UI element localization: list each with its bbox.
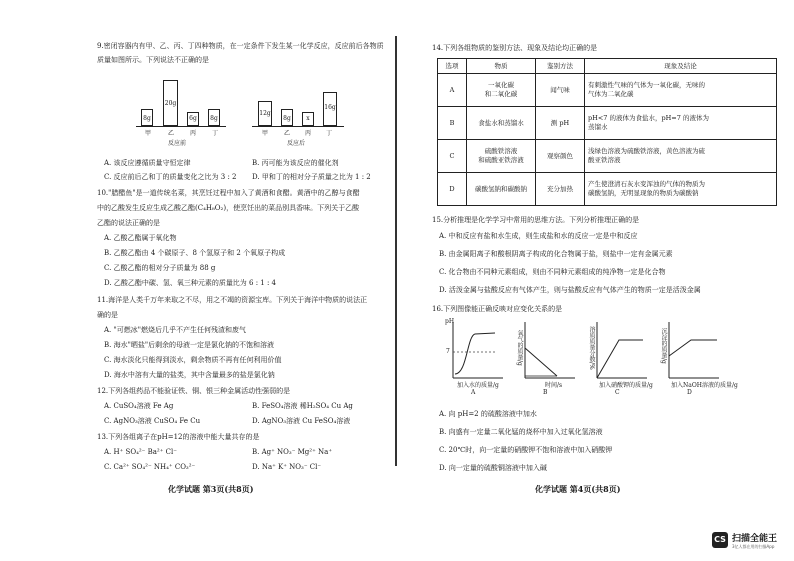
- table-cell: 碳酸氢钠和碳酸钠: [467, 173, 536, 206]
- caption-after: 反应后: [287, 140, 306, 147]
- q15-option-b: B. 由金属阳离子和酸根阴离子构成的化合物属于盐，则盐中一定有金属元素: [439, 250, 673, 258]
- q12-option-b: B. FeSO₄溶液 稀H₂SO₄ Cu Ag: [252, 402, 353, 410]
- table-header: 鉴别方法: [536, 59, 585, 74]
- q10-stem-line3: 乙酯的说法正确的是: [97, 219, 160, 227]
- q16-option-b: B. 向盛有一定量二氧化锰的烧杯中加入过氧化氢溶液: [439, 428, 603, 436]
- table-row: [438, 173, 777, 206]
- table-header: 选项: [438, 59, 467, 74]
- q9-option-d: D. 甲和丁的相对分子质量之比为 1 : 2: [252, 173, 371, 181]
- table-cell: 浅绿色溶液为硫酸铁溶液，黄色溶液为硫 酸亚铁溶液: [585, 140, 777, 173]
- q13-option-c: C. Ca²⁺ SO₄²⁻ NH₄⁺ CO₃²⁻: [104, 463, 196, 471]
- q12-option-d: D. AgNO₃溶液 Cu FeSO₄溶液: [252, 417, 351, 425]
- table-cell: 一氧化碳 和二氧化碳: [467, 74, 536, 107]
- graph-b-xlabel: 时间/s: [545, 382, 563, 389]
- table-cell: B: [438, 107, 467, 140]
- q10-option-c: C. 乙酸乙酯的相对分子质量为 88 g: [104, 264, 216, 272]
- graph-d-ylabel: 沉淀的质量/g: [660, 328, 667, 364]
- q16-graph-a: [445, 318, 505, 396]
- label-yi: 乙: [168, 130, 175, 137]
- graph-a-ylabel: pH: [445, 318, 455, 325]
- bar-after-yi: 8g: [281, 109, 293, 126]
- bar-after-ding: 16g: [323, 92, 337, 126]
- graph-c-letter: C: [615, 389, 620, 396]
- q10-option-b: B. 乙酸乙酯由 4 个碳原子、8 个氢原子和 2 个氧原子构成: [104, 249, 286, 257]
- caption-before: 反应前: [168, 140, 187, 147]
- table-row: [438, 140, 777, 173]
- q15-option-d: D. 活泼金属与盐酸反应有气体产生，则与盐酸反应有气体产生的物质一定是活泼金属: [439, 286, 701, 294]
- q15-option-a: A. 中和反应有盐和水生成，则生成盐和水的反应一定是中和反应: [439, 232, 638, 240]
- q10-option-d: D. 乙酸乙酯中碳、氢、氧三种元素的质量比为 6 : 1 : 4: [104, 279, 277, 287]
- q13-stem: 13.下列各组离子在pH=12的溶液中能大量共存的是: [97, 433, 260, 441]
- q9-option-b: B. 丙可能为该反应的催化剂: [252, 159, 339, 167]
- q16-option-c: C. 20℃时，向一定量的硝酸钾不饱和溶液中加入硝酸钾: [439, 446, 613, 454]
- bar-before-ding: 8g: [208, 109, 220, 126]
- q11-stem-line1: 11.海洋是人类千万年来取之不尽，用之不竭的资源宝库。下列关于海洋中物质的说法正: [97, 296, 368, 304]
- label-after-yi: 乙: [284, 130, 291, 137]
- q12-option-c: C. AgNO₃溶液 CuSO₄ Fe Cu: [104, 417, 201, 425]
- graph-c-ylabel: 溶质质量分数/%: [588, 326, 595, 370]
- q13-option-a: A. H⁺ SO₄²⁻ Ba²⁺ Cl⁻: [104, 448, 177, 456]
- right-footer: 化学试题 第4页(共8页): [535, 484, 621, 494]
- bar-before-yi: 20g: [163, 80, 178, 126]
- table-cell: A: [438, 74, 467, 107]
- bar-after-bing: x: [302, 112, 314, 126]
- q16-option-a: A. 向 pH=2 的硫酸溶液中加水: [439, 410, 537, 418]
- label-after-ding: 丁: [326, 130, 333, 137]
- label-ding: 丁: [212, 130, 219, 137]
- bar-before-jia: 8g: [141, 109, 153, 126]
- left-footer: 化学试题 第3页(共8页): [168, 484, 254, 494]
- q11-option-a: A. "可燃冰"燃烧后几乎不产生任何残渣和废气: [104, 326, 246, 334]
- table-header: 现象及结论: [585, 59, 777, 74]
- q16-stem: 16.下列图像能正确反映对应变化关系的是: [432, 305, 563, 313]
- q10-option-a: A. 乙酸乙酯属于氧化物: [104, 234, 177, 242]
- q9-stem-line2: 质量如图所示。下列说法不正确的是: [97, 56, 209, 64]
- baseline-before: [136, 126, 226, 127]
- graph-a-tick: 7: [446, 348, 450, 355]
- table-cell: 测 pH: [536, 107, 585, 140]
- graph-d-letter: D: [687, 389, 692, 396]
- q9-option-a: A. 该反应遵循质量守恒定律: [104, 159, 191, 167]
- label-after-bing: 丙: [305, 130, 312, 137]
- table-row: [438, 107, 777, 140]
- q15-option-c: C. 化合物由不同种元素组成，则由不同种元素组成的纯净物一定是化合物: [439, 268, 666, 276]
- table-cell: pH<7 的液体为食盐水，pH=7 的液体为 蒸馏水: [585, 107, 777, 140]
- q13-option-d: D. Na⁺ K⁺ NO₃⁻ Cl⁻: [252, 463, 322, 471]
- q14-stem: 14.下列各组物质的鉴别方法、现象及结论均正确的是: [432, 44, 598, 52]
- table-header: 物质: [467, 59, 536, 74]
- graph-c-xlabel: 加入硝酸钾的质量/g: [599, 382, 653, 389]
- table-cell: 硫酸铁溶液 和硫酸亚铁溶液: [467, 140, 536, 173]
- table-cell: D: [438, 173, 467, 206]
- q12-stem: 12.下列各组药品不能验证铁、铜、银三种金属活动性强弱的是: [97, 387, 291, 395]
- graph-d-xlabel: 加入NaOH溶液的质量/g: [671, 382, 738, 389]
- table-header-row: [438, 59, 777, 74]
- graph-b-letter: B: [543, 389, 548, 396]
- q11-stem-line2: 确的是: [97, 311, 118, 319]
- q10-stem-line2: 中的乙酸发生反应生成乙酸乙酯(C₄H₈O₂)，使烹饪出的菜品别具香味。下列关于乙酸: [97, 204, 360, 212]
- watermark-sub: 3亿人都在用的扫描App: [732, 544, 775, 549]
- q16-graph-d: [660, 320, 738, 396]
- q12-option-a: A. CuSO₄溶液 Fe Ag: [104, 402, 174, 410]
- q16-graph-b: [516, 320, 577, 396]
- q15-stem: 15.分析推理是化学学习中常用的思维方法。下列分析推理正确的是: [432, 216, 640, 224]
- table-cell: 产生使澄清石灰水变浑浊的气体的物质为 碳酸氢钠，无明显现象的物质为碳酸钠: [585, 173, 777, 206]
- graph-a-xlabel: 加入水的质量/g: [457, 382, 499, 389]
- q11-option-b: B. 海水"晒盐"后剩余的母液一定是氯化钠的不饱和溶液: [104, 341, 275, 349]
- table-cell: 闻气味: [536, 74, 585, 107]
- table-cell: 充分加热: [536, 173, 585, 206]
- table-cell: 观察颜色: [536, 140, 585, 173]
- watermark-name: 扫描全能王: [732, 534, 778, 544]
- q11-option-d: D. 海水中溶有大量的盐类，其中含量最多的盐是氯化钠: [104, 371, 275, 379]
- q9-option-c: C. 反应前后乙和丁的质量变化之比为 3 : 2: [104, 173, 237, 181]
- q14-table: [437, 58, 777, 206]
- right-page: [397, 0, 794, 561]
- graph-b-ylabel: 氧气的质量/g: [516, 330, 523, 366]
- q16-option-d: D. 向一定量的硫酸铜溶液中加入碱: [439, 464, 547, 472]
- q10-stem-line1: 10."腊醋鱼"是一道传统名菜，其烹饪过程中加入了黄酒和食醋。黄酒中的乙醇与食醋: [97, 189, 360, 197]
- table-cell: C: [438, 140, 467, 173]
- label-after-jia: 甲: [262, 130, 269, 137]
- bar-before-bing: 6g: [187, 112, 199, 126]
- bar-after-jia: 12g: [258, 101, 272, 126]
- q11-option-c: C. 海水淡化只能得到淡水，剩余物质不再有任何利用价值: [104, 356, 282, 364]
- q16-graph-c: [588, 320, 653, 396]
- baseline-after: [252, 126, 344, 127]
- table-cell: 有刺激性气味的气体为一氧化碳，无味的 气体为二氧化碳: [585, 74, 777, 107]
- graph-a-letter: A: [471, 389, 476, 396]
- q9-stem-line1: 9.密闭容器内有甲、乙、丙、丁四种物质，在一定条件下发生某一化学反应，反应前后各物质: [97, 42, 384, 50]
- table-cell: 食盐水和蒸馏水: [467, 107, 536, 140]
- table-row: [438, 74, 777, 107]
- cs-logo-icon: CS: [712, 532, 728, 548]
- scanner-watermark: [712, 528, 790, 556]
- label-bing: 丙: [190, 130, 197, 137]
- q13-option-b: B. Ag⁺ NO₃⁻ Mg²⁺ Na⁺: [252, 448, 333, 456]
- label-jia: 甲: [145, 130, 152, 137]
